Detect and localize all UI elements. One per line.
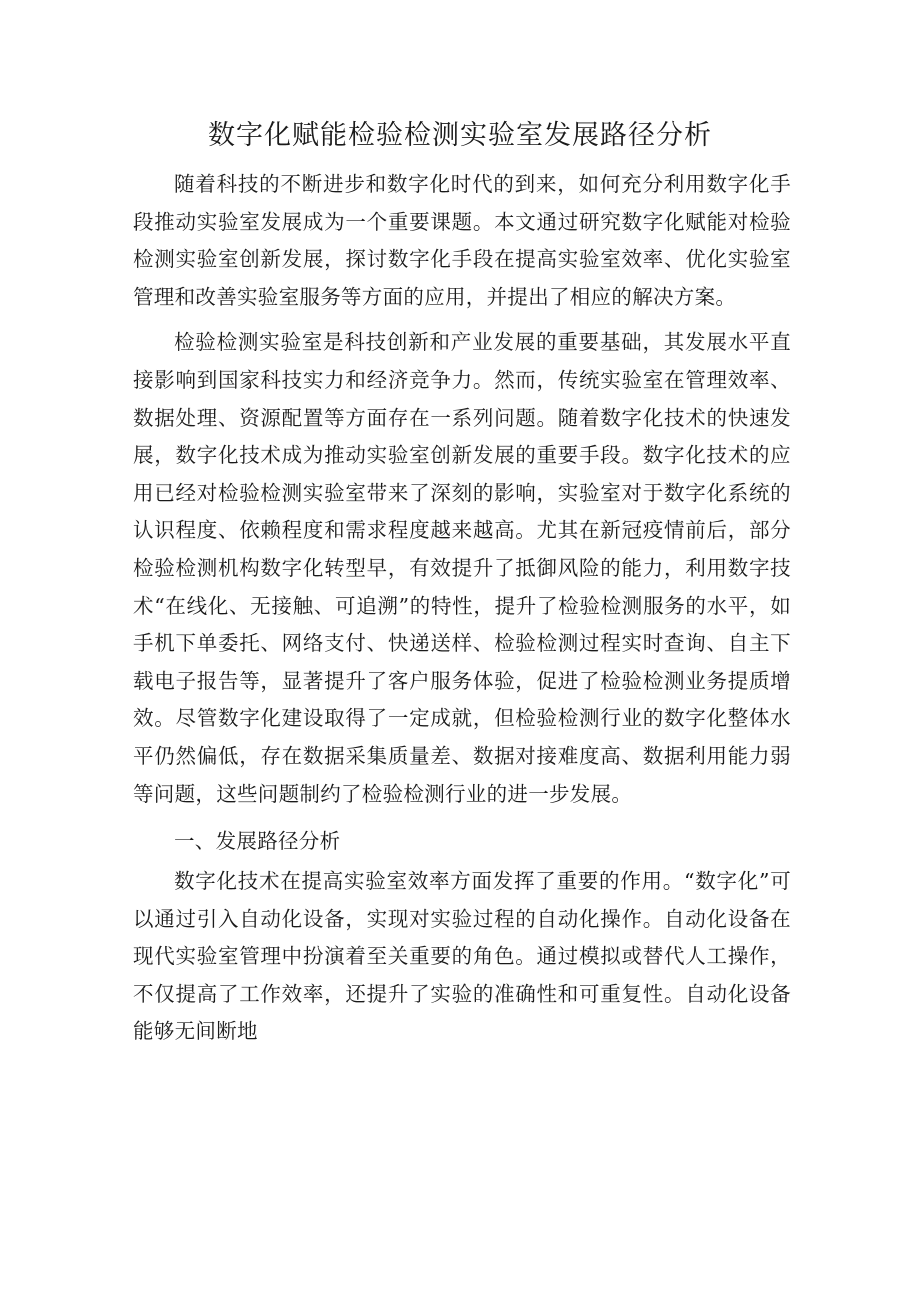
paragraph-section-body: 数字化技术在提高实验室效率方面发挥了重要的作用。“数字化”可以通过引入自动化设备，实现对实验过程的自动化操作。自动化设备在现代实验室管理中扮演着至关重要的角色。通过模拟或替代人工操作，不仅提高了工作效率，还提升了实验的准确性和可重复性。自动化设备能够无间断地 [133,869,791,1044]
section-heading: 一、发展路径分析 [174,829,341,854]
paragraph-intro: 随着科技的不断进步和数字化时代的到来，如何充分利用数字化手段推动实验室发展成为一个重要课题。本文通过研究数字化赋能对检验检测实验室创新发展，探讨数字化手段在提高实验室效率、优化实验室管理和改善实验室服务等方面的应用，并提出了相应的解决方案。 [133,172,791,309]
paragraph-background: 检验检测实验室是科技创新和产业发展的重要基础，其发展水平直接影响到国家科技实力和经济竞争力。然而，传统实验室在管理效率、数据处理、资源配置等方面存在一系列问题。随着数字化技术的快速发展，数字化技术成为推动实验室创新发展的重要手段。数字化技术的应用已经对检验检测实验室带来了深刻的影响，实验室对于数字化系统的认识程度、依赖程度和需求程度越来越高。尤其在新冠疫情前后，部分检验检测机构数字化转型早，有效提升了抵御风险的能力，利用数字技术“在线化、无接触、可追溯”的特性，提升了检验检测服务的水平，如手机下单委托、网络支付、快递送样、检验检测过程实时查询、自主下载电子报告等，显著提升了客户服务体验，促进了检验检测业务提质增效。尽管数字化建设取得了一定成就，但检验检测行业的数字化整体水平仍然偏低，存在数据采集质量差、数据对接难度高、数据利用能力弱等问题，这些问题制约了检验检测行业的进一步发展。 [133,330,791,806]
document-title: 数字化赋能检验检测实验室发展路径分析 [208,120,712,151]
document-body [133,166,791,1059]
